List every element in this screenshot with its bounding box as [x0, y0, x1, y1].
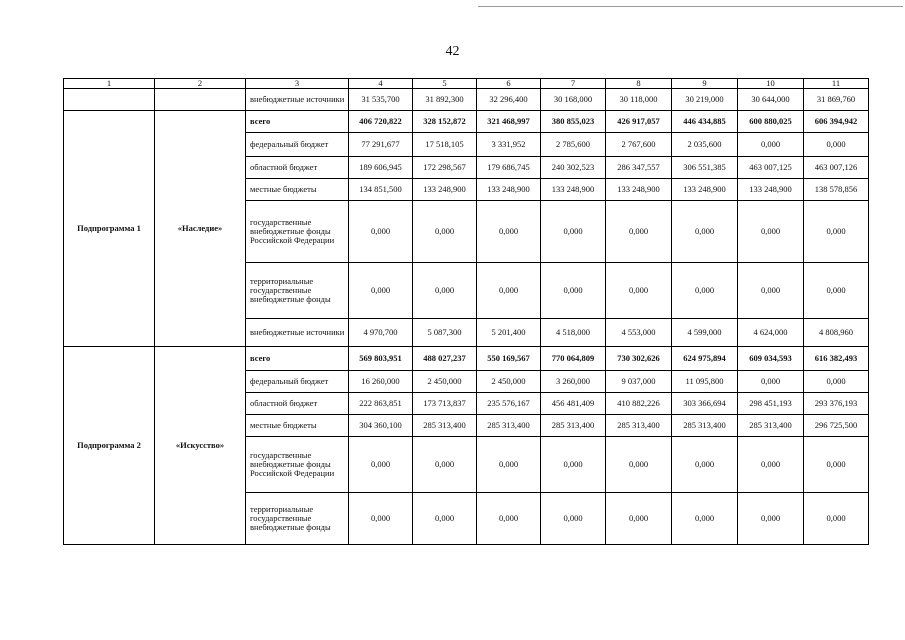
table-row [64, 347, 869, 371]
value-cell: 304 360,100 [349, 415, 413, 437]
value-cell: 285 313,400 [606, 415, 672, 437]
value-cell: 172 298,567 [413, 157, 477, 179]
value-cell: 730 302,626 [606, 347, 672, 371]
source-cell: внебюджетные источники [246, 89, 349, 111]
value-cell: 285 313,400 [413, 415, 477, 437]
value-cell: 0,000 [606, 437, 672, 493]
value-cell: 0,000 [738, 437, 804, 493]
value-cell: 17 518,105 [413, 133, 477, 157]
value-cell: 2 450,000 [413, 371, 477, 393]
value-cell: 30 219,000 [672, 89, 738, 111]
value-cell: 133 248,900 [477, 179, 541, 201]
value-cell: 0,000 [738, 263, 804, 319]
value-cell: 550 169,567 [477, 347, 541, 371]
value-cell: 235 576,167 [477, 393, 541, 415]
value-cell: 0,000 [349, 263, 413, 319]
table-row [64, 111, 869, 133]
value-cell: 0,000 [349, 493, 413, 545]
value-cell: 0,000 [738, 133, 804, 157]
value-cell: 2 767,600 [606, 133, 672, 157]
value-cell: 0,000 [606, 493, 672, 545]
value-cell: 569 803,951 [349, 347, 413, 371]
source-cell: внебюджетные источники [246, 319, 349, 347]
value-cell: 306 551,385 [672, 157, 738, 179]
value-cell: 0,000 [672, 263, 738, 319]
empty-cell [64, 89, 155, 111]
value-cell: 3 331,952 [477, 133, 541, 157]
source-cell: федеральный бюджет [246, 133, 349, 157]
header-cell: 7 [541, 79, 606, 89]
scan-artifact [0, 628, 905, 632]
value-cell: 2 785,600 [541, 133, 606, 157]
value-cell: 600 880,025 [738, 111, 804, 133]
value-cell: 0,000 [672, 493, 738, 545]
value-cell: 222 863,851 [349, 393, 413, 415]
value-cell: 285 313,400 [738, 415, 804, 437]
value-cell: 463 007,126 [804, 157, 869, 179]
value-cell: 0,000 [672, 437, 738, 493]
header-cell: 4 [349, 79, 413, 89]
header-cell: 3 [246, 79, 349, 89]
value-cell: 133 248,900 [606, 179, 672, 201]
value-cell: 30 168,000 [541, 89, 606, 111]
value-cell: 133 248,900 [672, 179, 738, 201]
value-cell: 296 725,500 [804, 415, 869, 437]
value-cell: 298 451,193 [738, 393, 804, 415]
value-cell: 380 855,023 [541, 111, 606, 133]
value-cell: 4 553,000 [606, 319, 672, 347]
value-cell: 0,000 [477, 201, 541, 263]
value-cell: 3 260,000 [541, 371, 606, 393]
source-cell: территориальные государственные внебюджетные фонды [246, 263, 349, 319]
source-cell: государственные внебюджетные фонды Российской Федерации [246, 437, 349, 493]
value-cell: 0,000 [477, 437, 541, 493]
value-cell: 0,000 [349, 437, 413, 493]
source-cell: местные бюджеты [246, 415, 349, 437]
value-cell: 606 394,942 [804, 111, 869, 133]
value-cell: 30 644,000 [738, 89, 804, 111]
value-cell: 0,000 [477, 493, 541, 545]
top-rule [478, 6, 903, 7]
value-cell: 4 624,000 [738, 319, 804, 347]
source-cell: местные бюджеты [246, 179, 349, 201]
value-cell: 0,000 [541, 493, 606, 545]
value-cell: 9 037,000 [606, 371, 672, 393]
header-cell: 6 [477, 79, 541, 89]
value-cell: 133 248,900 [541, 179, 606, 201]
value-cell: 0,000 [606, 201, 672, 263]
value-cell: 4 808,960 [804, 319, 869, 347]
value-cell: 173 713,837 [413, 393, 477, 415]
value-cell: 616 382,493 [804, 347, 869, 371]
value-cell: 4 970,700 [349, 319, 413, 347]
value-cell: 286 347,557 [606, 157, 672, 179]
source-cell: областной бюджет [246, 157, 349, 179]
value-cell: 0,000 [541, 201, 606, 263]
value-cell: 0,000 [738, 201, 804, 263]
value-cell: 0,000 [606, 263, 672, 319]
value-cell: 189 606,945 [349, 157, 413, 179]
value-cell: 0,000 [804, 493, 869, 545]
value-cell: 31 869,760 [804, 89, 869, 111]
value-cell: 31 535,700 [349, 89, 413, 111]
subprogram-name: «Наследие» [155, 111, 246, 347]
value-cell: 770 064,809 [541, 347, 606, 371]
source-cell: областной бюджет [246, 393, 349, 415]
value-cell: 0,000 [541, 263, 606, 319]
source-cell: государственные внебюджетные фонды Российской Федерации [246, 201, 349, 263]
value-cell: 2 450,000 [477, 371, 541, 393]
value-cell: 285 313,400 [477, 415, 541, 437]
value-cell: 463 007,125 [738, 157, 804, 179]
budget-table [63, 78, 869, 545]
value-cell: 446 434,885 [672, 111, 738, 133]
value-cell: 303 366,694 [672, 393, 738, 415]
value-cell: 5 087,300 [413, 319, 477, 347]
value-cell: 179 686,745 [477, 157, 541, 179]
value-cell: 0,000 [349, 201, 413, 263]
value-cell: 77 291,677 [349, 133, 413, 157]
value-cell: 0,000 [477, 263, 541, 319]
value-cell: 240 302,523 [541, 157, 606, 179]
value-cell: 133 248,900 [413, 179, 477, 201]
value-cell: 0,000 [804, 133, 869, 157]
value-cell: 0,000 [738, 493, 804, 545]
value-cell: 133 248,900 [738, 179, 804, 201]
source-cell: всего [246, 111, 349, 133]
source-cell: территориальные государственные внебюджетные фонды [246, 493, 349, 545]
value-cell: 31 892,300 [413, 89, 477, 111]
value-cell: 5 201,400 [477, 319, 541, 347]
value-cell: 426 917,057 [606, 111, 672, 133]
value-cell: 11 095,800 [672, 371, 738, 393]
value-cell: 134 851,500 [349, 179, 413, 201]
value-cell: 4 518,000 [541, 319, 606, 347]
value-cell: 609 034,593 [738, 347, 804, 371]
header-cell: 1 [64, 79, 155, 89]
value-cell: 456 481,409 [541, 393, 606, 415]
value-cell: 0,000 [804, 263, 869, 319]
value-cell: 0,000 [804, 371, 869, 393]
subprogram-label: Подпрограмма 2 [64, 347, 155, 545]
value-cell: 0,000 [413, 263, 477, 319]
value-cell: 406 720,822 [349, 111, 413, 133]
value-cell: 321 468,997 [477, 111, 541, 133]
source-cell: федеральный бюджет [246, 371, 349, 393]
value-cell: 410 882,226 [606, 393, 672, 415]
value-cell: 293 376,193 [804, 393, 869, 415]
value-cell: 0,000 [541, 437, 606, 493]
source-cell: всего [246, 347, 349, 371]
value-cell: 2 035,600 [672, 133, 738, 157]
header-cell: 8 [606, 79, 672, 89]
header-cell: 5 [413, 79, 477, 89]
value-cell: 0,000 [804, 201, 869, 263]
value-cell: 30 118,000 [606, 89, 672, 111]
empty-cell [155, 89, 246, 111]
value-cell: 0,000 [672, 201, 738, 263]
value-cell: 488 027,237 [413, 347, 477, 371]
value-cell: 4 599,000 [672, 319, 738, 347]
header-cell: 9 [672, 79, 738, 89]
header-cell: 11 [804, 79, 869, 89]
value-cell: 16 260,000 [349, 371, 413, 393]
value-cell: 0,000 [738, 371, 804, 393]
value-cell: 0,000 [413, 493, 477, 545]
value-cell: 285 313,400 [541, 415, 606, 437]
value-cell: 285 313,400 [672, 415, 738, 437]
value-cell: 0,000 [413, 201, 477, 263]
subprogram-label: Подпрограмма 1 [64, 111, 155, 347]
value-cell: 0,000 [413, 437, 477, 493]
value-cell: 624 975,894 [672, 347, 738, 371]
value-cell: 328 152,872 [413, 111, 477, 133]
subprogram-name: «Искусство» [155, 347, 246, 545]
table-row-continued [64, 89, 869, 111]
value-cell: 0,000 [804, 437, 869, 493]
header-row [64, 79, 869, 89]
header-cell: 10 [738, 79, 804, 89]
value-cell: 138 578,856 [804, 179, 869, 201]
header-cell: 2 [155, 79, 246, 89]
page-number: 42 [445, 44, 460, 59]
value-cell: 32 296,400 [477, 89, 541, 111]
